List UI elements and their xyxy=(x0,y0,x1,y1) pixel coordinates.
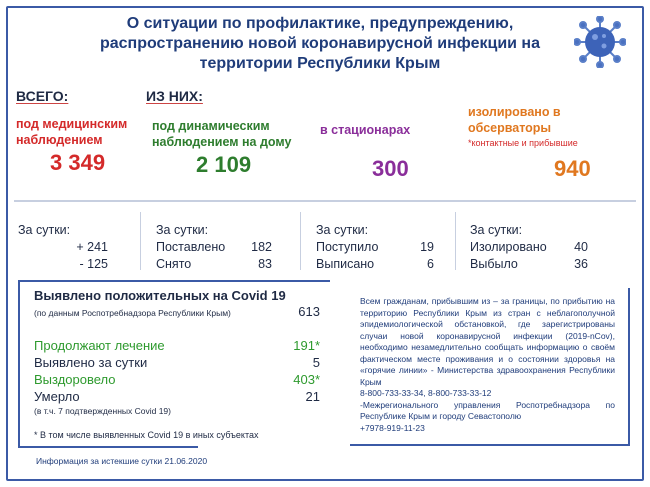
covid-treatment-label: Продолжают лечение xyxy=(34,338,165,353)
category-home-value: 2 109 xyxy=(196,152,252,177)
coronavirus-icon xyxy=(574,16,626,68)
daily-header: За сутки: xyxy=(316,223,369,237)
covid-died-sub: (в т.ч. 7 подтвержденных Covid 19) xyxy=(34,406,171,416)
daily-value: 182 xyxy=(251,240,272,254)
info-phones-2: +7978-919-11-23 xyxy=(360,422,425,433)
covid-treatment-value: 191* xyxy=(293,338,320,353)
of-them-header: ИЗ НИХ: xyxy=(146,88,203,104)
daily-value: 19 xyxy=(420,240,434,254)
daily-medical xyxy=(18,222,108,273)
daily-label: Снято xyxy=(156,257,192,271)
daily-home xyxy=(156,222,272,273)
divider xyxy=(14,200,636,202)
covid-detected-sub: (по данным Роспотребнадзора Республики Крым) xyxy=(34,308,231,318)
covid-detected-value: 613 xyxy=(298,304,320,319)
daily-value: 40 xyxy=(574,240,588,254)
daily-label: Выбыло xyxy=(470,257,518,271)
daily-value: + 241 xyxy=(76,240,108,254)
daily-hospital xyxy=(316,222,434,273)
info-text: Всем гражданам, прибывшим из – за границы, по прибытию на территорию Республики Крым из стран с неблагополучной эпидемиологической обстановкой, где зарегистрированы случаи новой коронавирусной инфекции (2019-nCov), необходимо незамедлительно сообщать информацию о своём фактическом месте проживания и о состоянии здоровья на «горячие линии» - Министерства здравоохранения Республики Крым xyxy=(360,296,615,387)
covid-daily-label: Выявлено за сутки xyxy=(34,355,148,370)
daily-header: За сутки: xyxy=(470,223,523,237)
category-observatory-label: изолировано в обсерваторы xyxy=(468,105,561,135)
covid-recovered-label: Выздоровело xyxy=(34,372,116,387)
daily-label: Изолировано xyxy=(470,240,547,254)
covid-recovered-value: 403* xyxy=(293,372,320,387)
footer-date: Информация за истекшие сутки 21.06.2020 xyxy=(36,456,208,466)
category-hospital-value: 300 xyxy=(372,156,409,181)
daily-observatory xyxy=(470,222,588,273)
column-divider xyxy=(300,212,301,270)
covid-footnote: * В том числе выявленных Covid 19 в иных субъектах xyxy=(34,430,259,440)
category-observatory-value: 940 xyxy=(554,156,591,181)
covid-detected-label: Выявлено положительных на Covid 19 xyxy=(34,288,286,303)
daily-value: 6 xyxy=(427,257,434,271)
category-hospital-label: в стационарах xyxy=(320,123,411,137)
info-text-2: -Межрегионального управления Роспотребнадзора по Республике Крым и городу Севастополю xyxy=(360,399,615,421)
covid-stats-frame-bottom xyxy=(18,446,198,448)
category-observatory-note: *контактные и прибывшие xyxy=(468,138,578,148)
daily-label: Выписано xyxy=(316,257,375,271)
covid-daily-value: 5 xyxy=(312,355,320,370)
daily-value: - 125 xyxy=(79,257,108,271)
covid-died-label: Умерло xyxy=(34,389,80,404)
daily-value: 83 xyxy=(258,257,272,271)
covid-died-value: 21 xyxy=(305,389,320,404)
total-header: ВСЕГО: xyxy=(16,88,69,104)
info-block xyxy=(360,296,615,434)
category-medical-label: под медицинским наблюдением xyxy=(16,117,128,147)
category-medical-value: 3 349 xyxy=(50,150,106,175)
category-home-label: под динамическим наблюдением на дому xyxy=(152,119,292,149)
column-divider xyxy=(140,212,141,270)
page-title: О ситуации по профилактике, предупреждению, распространению новой коронавирусной инфекции на территории Республики Крым xyxy=(99,15,540,72)
daily-value: 36 xyxy=(574,257,588,271)
daily-label: Поступило xyxy=(316,240,379,254)
column-divider xyxy=(455,212,456,270)
daily-header: За сутки: xyxy=(18,223,71,237)
daily-label: Поставлено xyxy=(156,240,226,254)
daily-header: За сутки: xyxy=(156,223,209,237)
info-phones: 8-800-733-33-34, 8-800-733-33-12 xyxy=(360,388,492,398)
